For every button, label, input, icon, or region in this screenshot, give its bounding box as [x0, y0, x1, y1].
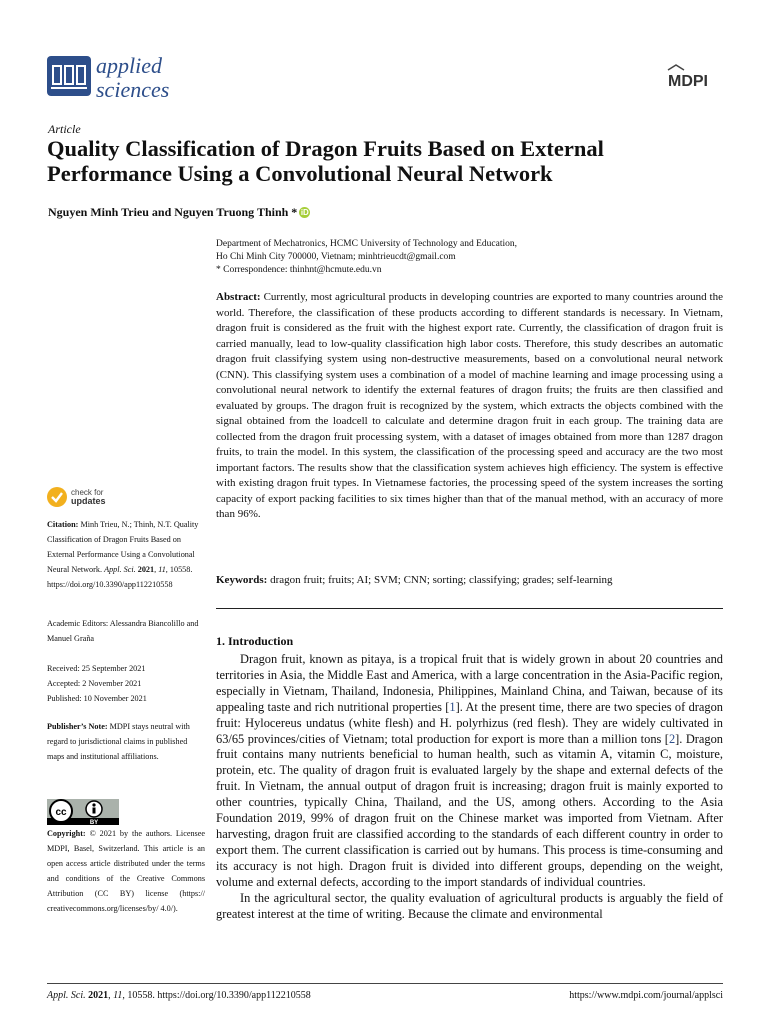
applied-sciences-logo-icon — [47, 56, 91, 96]
abstract — [216, 290, 723, 523]
paragraph — [216, 652, 723, 891]
citation-volume: 11 — [158, 565, 166, 574]
publisher-note — [47, 719, 205, 764]
cc-by-label: BY — [89, 820, 99, 825]
footer-divider — [47, 983, 723, 984]
citation-year: 2021 — [137, 565, 155, 574]
footer-journal-url[interactable]: https://www.mdpi.com/journal/applsci — [569, 990, 723, 1001]
footer-citation: Appl. Sci. 2021, 11, 10558. https://doi.org/10.3390/app112210558 — [47, 990, 311, 1001]
journal-name-line2: sciences — [96, 77, 170, 102]
affiliation-line: Department of Mechatronics, HCMC University of Technology and Education, — [216, 239, 517, 249]
correspondence: * Correspondence: thinhnt@hcmute.edu.vn — [216, 265, 382, 275]
author-names: Nguyen Minh Trieu and Nguyen Truong Thinh * — [48, 205, 298, 219]
mdpi-logo-icon — [666, 64, 722, 88]
publication-dates — [47, 661, 205, 706]
footer-doi[interactable]: , 10558. https://doi.org/10.3390/app112210558 — [122, 990, 311, 1001]
reference-link[interactable]: 1 — [449, 699, 456, 714]
editors-names: Alessandra Biancolillo and Manuel Graña — [47, 619, 199, 643]
citation-label: Citation: — [47, 520, 79, 529]
check-updates-icon — [46, 486, 68, 508]
note-label: Publisher’s Note: — [47, 722, 108, 731]
footer-journal: Appl. Sci. — [47, 990, 86, 1001]
introduction-body — [216, 652, 723, 922]
journal-name — [96, 54, 169, 102]
article-title: Quality Classification of Dragon Fruits Based on External Performance Using a Convolutional Neural Network — [47, 136, 604, 186]
copyright-label: Copyright: — [47, 829, 86, 838]
keywords-text: dragon fruit; fruits; AI; SVM; CNN; sorting; classifying; grades; self-learning — [270, 574, 613, 586]
accepted-date: Accepted: 2 November 2021 — [47, 679, 142, 688]
paragraph-text: ]. Dragon fruit contains many nutrients beneficial to human health, such as vitamin A, vitamin C, moisture, protein, etc. The quality of dragon fruit is evaluated largely by the shape and external defects of the fruit. In Vietnam, the annual output of dragon fruit is increasing; dragon fruit is mainly exported to other countries, typically China, Thailand, and the US, among others. According to the Asia Foundation 2019, 99% of dragon fruit on the Chinese market was imported from Vietnam. After harvesting, dragon fruit are classified according to the standards of each different country in order to export them. The current classification is carried out by humans. This process is time-consuming and its accuracy is not high. Dragon fruit is divided into different groups, depending on the weight, volume and external defects, according to the import standards of individual countries. — [216, 731, 723, 889]
check-for-updates-badge[interactable] — [46, 486, 166, 512]
journal-name-line1: applied — [96, 53, 162, 78]
orcid-icon[interactable]: iD — [300, 208, 309, 217]
copyright-notice — [47, 826, 205, 916]
check-updates-text — [71, 488, 106, 506]
author-list — [48, 205, 310, 220]
editors-label: Academic Editors: — [47, 619, 109, 628]
citation-journal: Appl. Sci. — [104, 565, 136, 574]
publisher-name: MDPI — [668, 73, 708, 88]
section-divider — [216, 608, 723, 609]
published-date: Published: 10 November 2021 — [47, 694, 147, 703]
keywords-label: Keywords: — [216, 574, 268, 586]
reference-link[interactable]: 2 — [668, 731, 676, 746]
citation-text: Minh Trieu, N.; Thinh, N.T. Quality Classification of Dragon Fruits Based on External Performance Using a Convolutional Neural Network. — [47, 520, 199, 574]
abstract-label: Abstract: — [216, 291, 261, 303]
paragraph-text: Dragon fruit, known as pitaya, is a tropical fruit that is widely grown in about 20 countries and territories in Asia, the Middle East and America, with a large concentration in the Asia-Pacific region, especially in Vietnam, Thailand, Indonesia, Philippines, Mainland China, and Taiwan, because of its appealing taste and rich nutritional properties [ — [216, 652, 723, 714]
creative-commons-by-icon[interactable] — [47, 799, 119, 825]
footer-volume: 11 — [113, 990, 123, 1001]
affiliation-line: Ho Chi Minh City 700000, Vietnam; minhtrieucdt@gmail.com — [216, 252, 456, 262]
svg-text:cc: cc — [55, 807, 67, 818]
keywords — [216, 573, 723, 588]
citation-doi[interactable]: , 10558. https://doi.org/10.3390/app112210558 — [47, 565, 193, 589]
copyright-text: © 2021 by the authors. Licensee MDPI, Basel, Switzerland. This article is an open access article distributed under the terms and conditions of the Creative Commons Attribution (CC BY) license (https:// creativecommons.org/licenses/by/ 4.0/). — [47, 829, 206, 913]
paragraph-text: ]. At the present time, there are two species of dragon fruit: Hylocereus undatus (white flesh) and H. polyrhizus (red flesh). They are widely cultivated in 63/65 provinces/cities of Vietnam; total production for export is more than a million tons [ — [216, 699, 723, 746]
received-date: Received: 25 September 2021 — [47, 664, 146, 673]
citation-block: Citation: Minh Trieu, N.; Thinh, N.T. Quality Classification of Dragon Fruits Based on External Performance Using a Convolutional Neural Network. Appl. Sci. 2021, 11, 10558. https://doi.org/10.3390/app112210558 — [47, 520, 199, 589]
footer-year: 2021 — [88, 990, 109, 1001]
section-heading: 1. Introduction — [216, 634, 294, 648]
check-updates-line1: check for — [71, 488, 104, 497]
paragraph: In the agricultural sector, the quality evaluation of agricultural products is arguably the field of greatest interest at the time of writing. Because the climate and environmental — [216, 890, 723, 921]
academic-editors — [47, 616, 205, 646]
note-text: MDPI stays neutral with regard to jurisdictional claims in published maps and institutional affiliations. — [47, 722, 190, 761]
abstract-text: Currently, most agricultural products in developing countries are exported to many countries around the world. Therefore, the classification of these products according to different standards is necessary. In Vietnam, dragon fruit is considered as the fruit with the highest export rate. Currently, the classification of dragon fruit is carried manually, lead to low-quality classification high labor costs. Therefore, this study describes an automatic dragon fruit classifying system using non-destructive measurements, based on a convolutional neural network (CNN). This classifying system uses a combination of a model of machine learning and image processing using a convolutional neural network to identify the external features of dragon fruits; the fruits are then classified and evaluated by groups. The dragon fruit is recognized by the system, which extracts the objects combined with the signal obtained from the loadcell to calculate and determine dragon fruit in each group. The training data are collected from the dragon fruit processing system, with a dataset of images obtained from more than 1287 dragon fruits, to train the model. In this system, the classification of the processing speed and accuracy are the two most important factors. The results show that the classification system achieves high efficiency. The system is effective with existing dragon fruit types. In Vietnamese factories, the processing speed of the system increases the sorting capacity of export packing facilities to six times higher than that of the manual method, with an accuracy of more than 96%. — [216, 291, 723, 520]
check-updates-line2: updates — [71, 496, 106, 506]
article-type: Article — [48, 122, 81, 136]
affiliation — [216, 238, 726, 277]
